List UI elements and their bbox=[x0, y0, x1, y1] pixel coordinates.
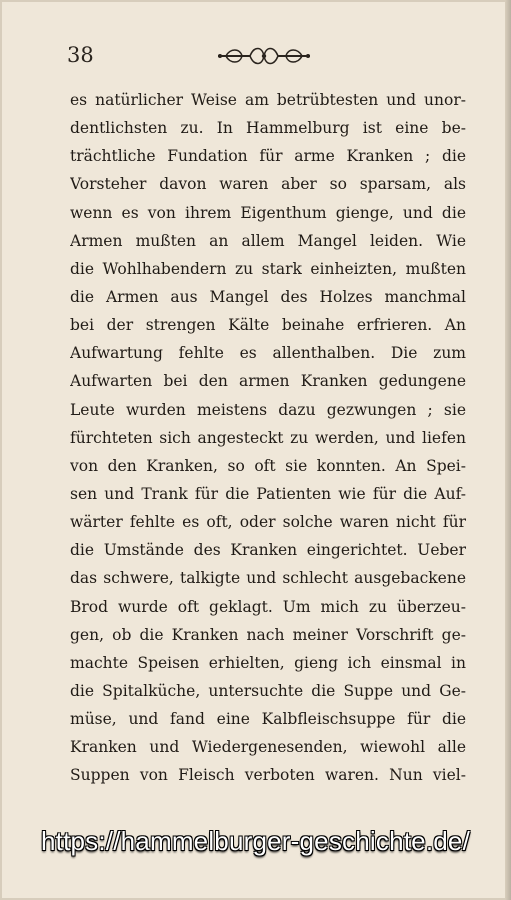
ornament-decoration bbox=[214, 44, 314, 68]
body-text bbox=[70, 86, 466, 790]
text-line: die Umstände des Kranken eingerichtet. Ueber bbox=[70, 541, 466, 560]
text-line: wenn es von ihrem Eigenthum gienge, und die bbox=[70, 203, 466, 222]
text-line: die Armen aus Mangel des Holzes manchmal bbox=[70, 287, 466, 306]
text-line: machte Speisen erhielten, gieng ich einsmal in bbox=[70, 653, 466, 672]
text-line: Brod wurde oft geklagt. Um mich zu überzeu- bbox=[70, 597, 466, 616]
text-line: fürchteten sich angesteckt zu werden, und liefen bbox=[70, 428, 466, 447]
text-line: Aufwarten bei den armen Kranken gedungene bbox=[70, 372, 466, 391]
text-line: wärter fehlte es oft, oder solche waren nicht für bbox=[70, 513, 466, 532]
text-line: sen und Trank für die Patienten wie für die Auf- bbox=[70, 484, 466, 503]
page-number: 38 bbox=[67, 43, 94, 67]
text-line: es natürlicher Weise am betrübtesten und unor- bbox=[70, 91, 466, 109]
text-line: bei der strengen Kälte beinahe erfrieren. An bbox=[70, 316, 466, 335]
text-line: die Spitalküche, untersuchte die Suppe und Ge- bbox=[70, 681, 466, 700]
text-line: trächtliche Fundation für arme Kranken ; die bbox=[70, 147, 466, 166]
text-line: müse, und fand eine Kalbfleischsuppe für die bbox=[70, 710, 466, 729]
text-line: Kranken und Wiedergenesenden, wiewohl alle bbox=[70, 738, 466, 757]
watermark-url: https://hammelburger-geschichte.de/ bbox=[41, 826, 470, 856]
text-line: Suppen von Fleisch verboten waren. Nun viel- bbox=[70, 766, 466, 785]
text-line: das schwere, talkigte und schlecht ausgebackene bbox=[70, 569, 466, 588]
text-line: die Wohlhabendern zu stark einheizten, mußten bbox=[70, 259, 466, 278]
text-line: Vorsteher davon waren aber so sparsam, als bbox=[70, 175, 466, 194]
ornament-icon bbox=[214, 44, 314, 68]
text-line: dentlichsten zu. In Hammelburg ist eine be- bbox=[70, 119, 466, 138]
text-line: von den Kranken, so oft sie konnten. An Spei- bbox=[70, 456, 466, 475]
page-edge bbox=[505, 0, 511, 900]
text-line: gen, ob die Kranken nach meiner Vorschrift ge- bbox=[70, 625, 466, 644]
text-line: Leute wurden meistens dazu gezwungen ; sie bbox=[70, 400, 466, 419]
text-line: Armen mußten an allem Mangel leiden. Wie bbox=[70, 231, 466, 250]
text-line: Aufwartung fehlte es allenthalben. Die zum bbox=[70, 344, 466, 363]
